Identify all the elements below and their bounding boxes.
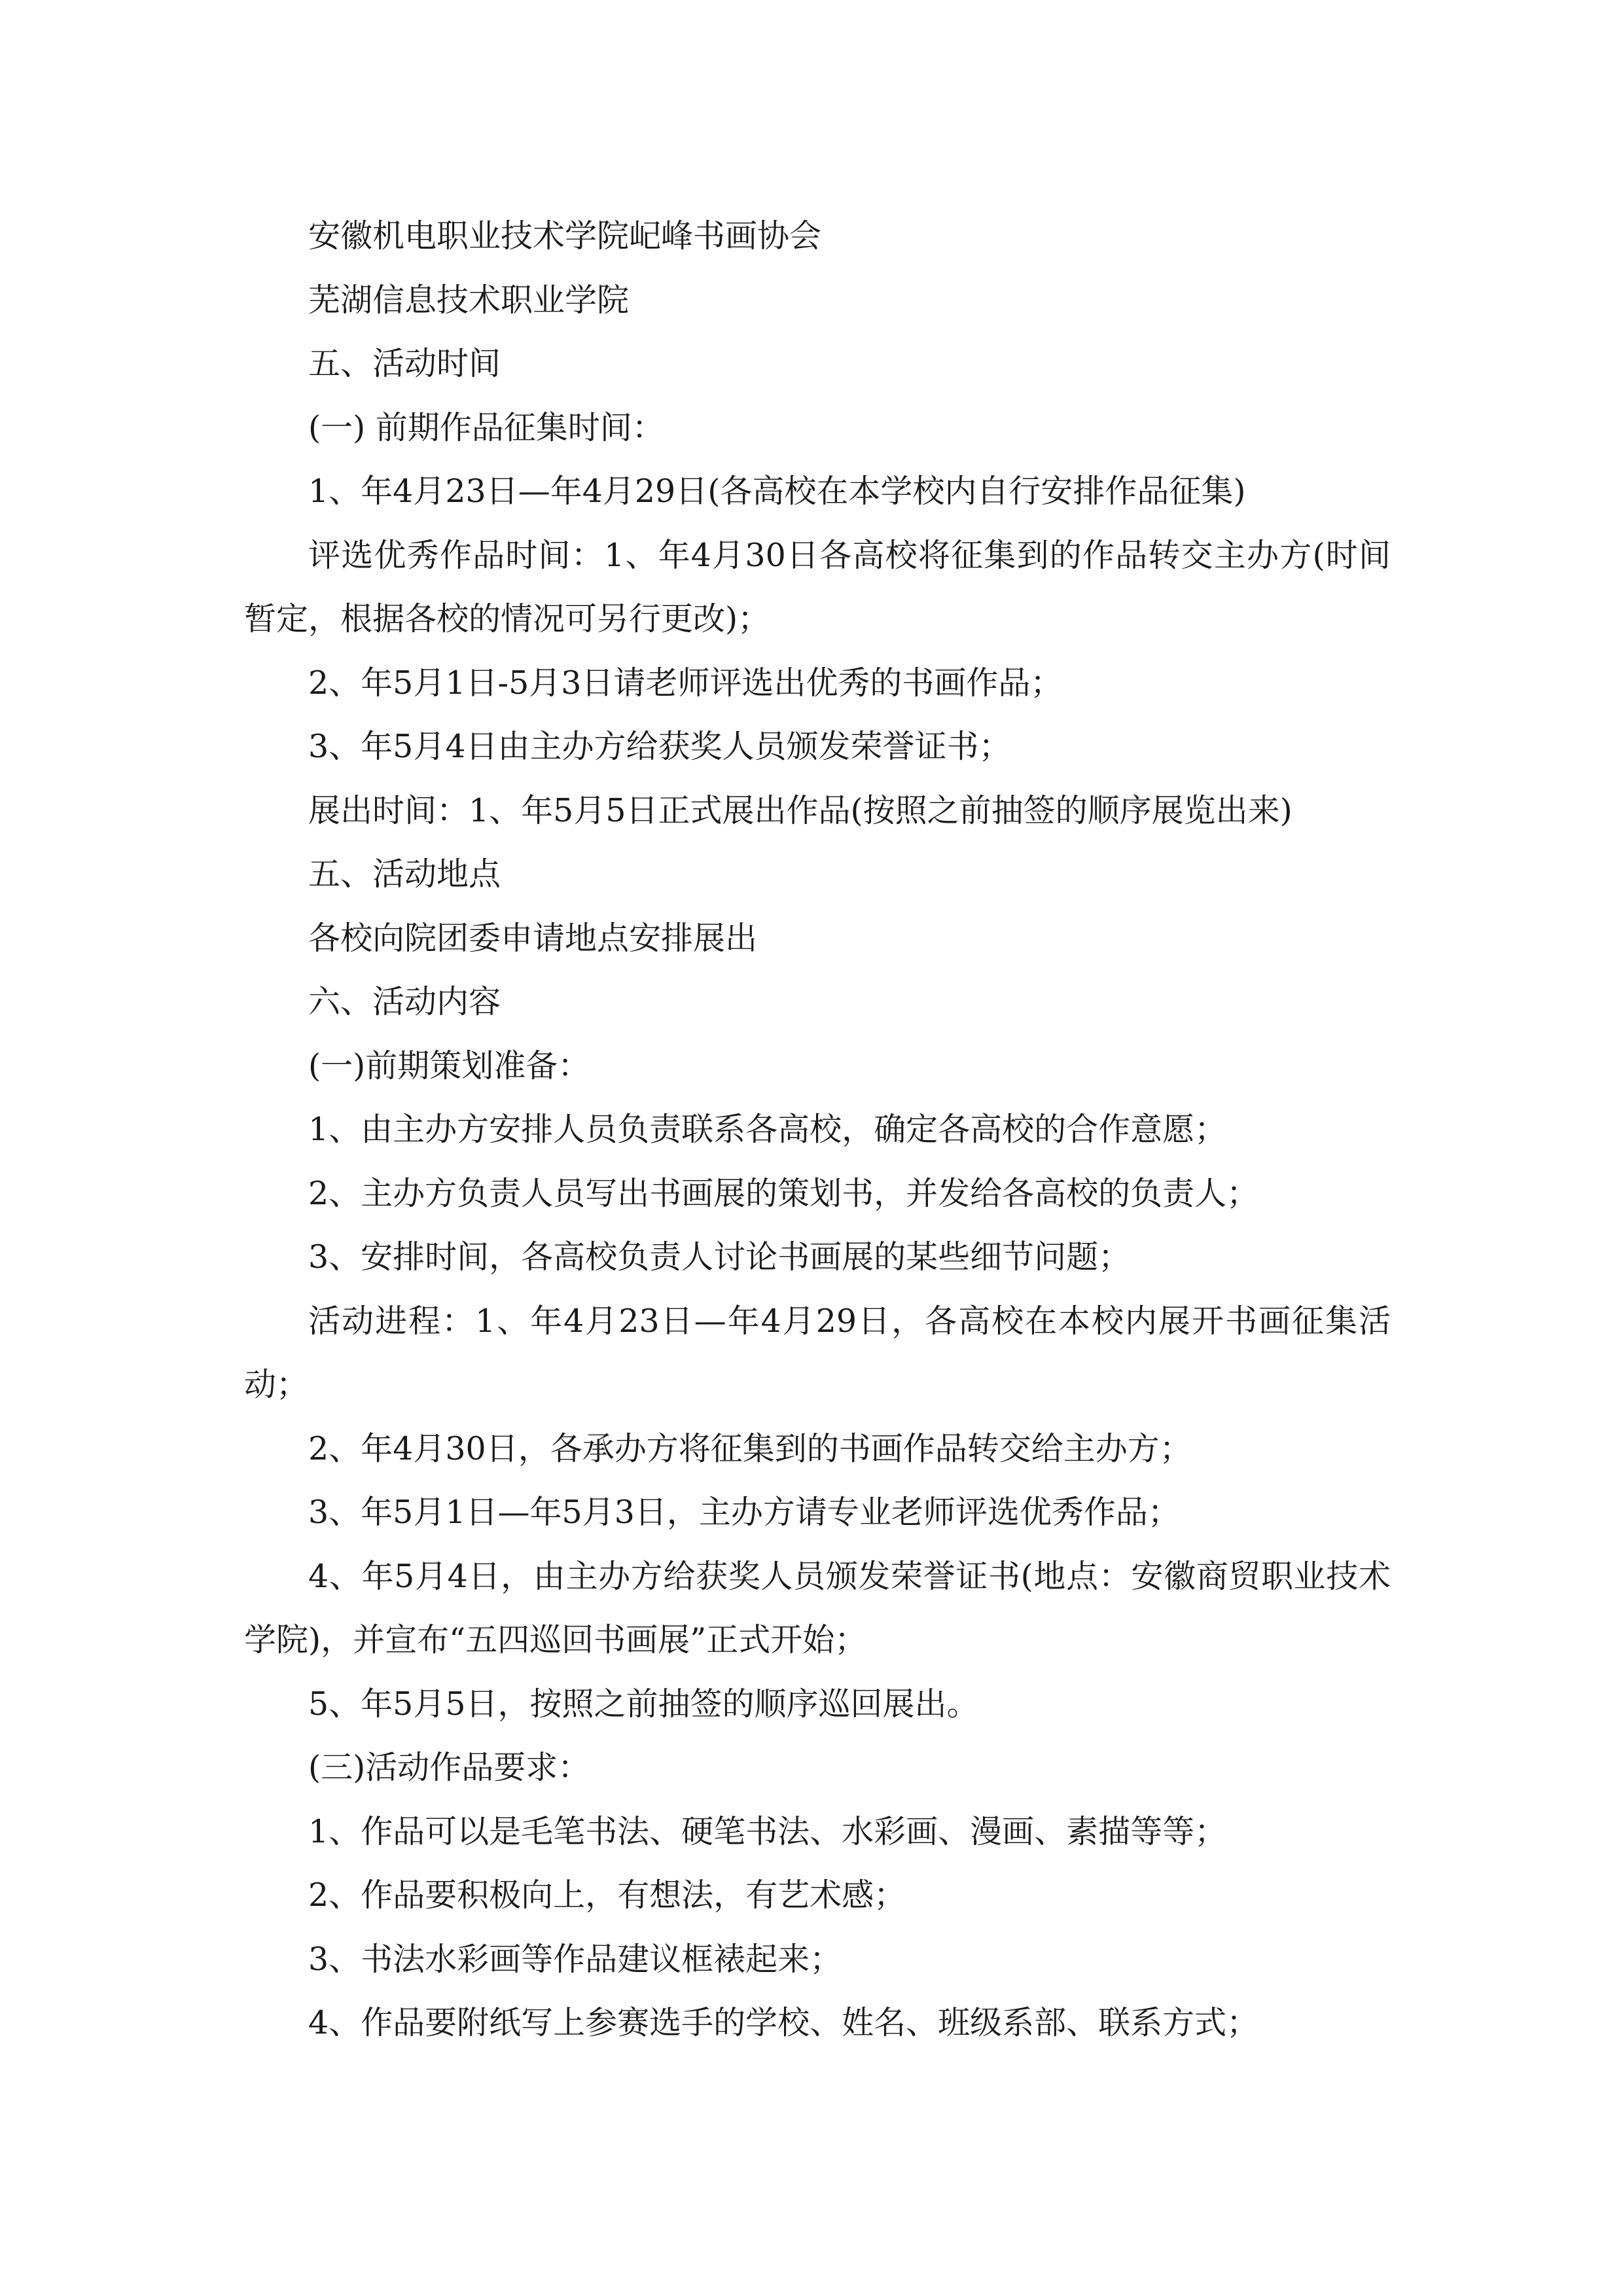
heading-activity-content: 六、活动内容 xyxy=(308,983,501,1020)
paragraph-progress-3: 3、年5月1日—年5月3日，主办方请专业老师评选优秀作品； xyxy=(308,1494,1180,1531)
paragraph-progress-2: 2、年4月30日，各承办方将征集到的书画作品转交给主办方； xyxy=(308,1429,1192,1467)
subheading-collection-time: (一) 前期作品征集时间： xyxy=(308,408,664,446)
heading-activity-time: 五、活动时间 xyxy=(308,345,501,382)
paragraph-requirement-3: 3、书法水彩画等作品建议框裱起来； xyxy=(308,1940,842,1978)
heading-activity-location: 五、活动地点 xyxy=(308,855,501,893)
paragraph-progress-4: 4、年5月4日，由主办方给获奖人员颁发荣誉证书(地点：安徽商贸职业技术学院)，并宣布“五四巡回书画展”正式开始； xyxy=(244,1557,1391,1659)
paragraph-collection-dates: 1、年4月23日—年4月29日(各高校在本学校内自行安排作品征集) xyxy=(308,473,1246,510)
paragraph-org-1: 安徽机电职业技术学院屺峰书画协会 xyxy=(308,217,822,255)
paragraph-selection-step-2: 2、年5月1日-5月3日请老师评选出优秀的书画作品； xyxy=(308,664,1063,702)
paragraph-requirement-2: 2、作品要积极向上，有想法，有艺术感； xyxy=(308,1876,906,1914)
paragraph-progress-1: 活动进程：1、年4月23日—年4月29日，各高校在本校内展开书画征集活动； xyxy=(244,1302,1391,1403)
subheading-planning: (一)前期策划准备： xyxy=(308,1047,590,1085)
paragraph-selection-step-3: 3、年5月4日由主办方给获奖人员颁发荣誉证书； xyxy=(308,728,1011,765)
document-body xyxy=(244,204,1391,2055)
paragraph-planning-1: 1、由主办方安排人员负责联系各高校，确定各高校的合作意愿； xyxy=(308,1111,1227,1148)
subheading-requirements: (三)活动作品要求： xyxy=(308,1749,590,1786)
paragraph-org-2: 芜湖信息技术职业学院 xyxy=(308,281,630,319)
paragraph-planning-2: 2、主办方负责人员写出书画展的策划书，并发给各高校的负责人； xyxy=(308,1174,1259,1212)
paragraph-progress-5: 5、年5月5日，按照之前抽签的顺序巡回展出。 xyxy=(308,1685,979,1723)
paragraph-requirement-4: 4、作品要附纸写上参赛选手的学校、姓名、班级系部、联系方式； xyxy=(308,2004,1259,2041)
paragraph-requirement-1: 1、作品可以是毛笔书法、硬笔书法、水彩画、漫画、素描等等； xyxy=(308,1812,1227,1850)
paragraph-selection-time: 评选优秀作品时间：1、年4月30日各高校将征集到的作品转交主办方(时间暂定，根据各校的情况可另行更改)； xyxy=(244,536,1391,637)
paragraph-exhibition-time: 展出时间：1、年5月5日正式展出作品(按照之前抽签的顺序展览出来) xyxy=(308,791,1293,829)
paragraph-planning-3: 3、安排时间，各高校负责人讨论书画展的某些细节问题； xyxy=(308,1238,1131,1276)
paragraph-location: 各校向院团委申请地点安排展出 xyxy=(308,919,758,957)
